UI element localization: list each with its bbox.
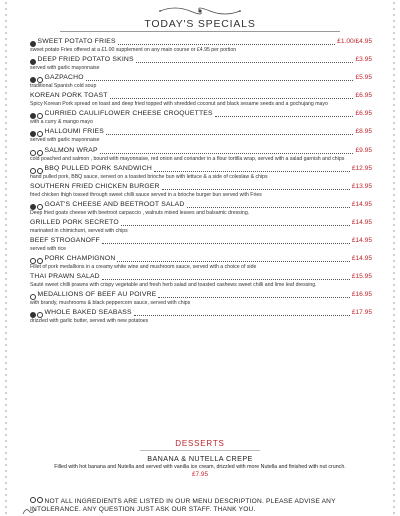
menu-item-price: £15.95 (351, 273, 372, 281)
menu-item-row (30, 218, 372, 228)
menu-item-name: THAI PRAWN SALAD (30, 273, 100, 281)
menu-item (30, 272, 372, 289)
menu-item (30, 37, 372, 54)
menu-item-price: £13.95 (351, 182, 372, 190)
menu-item-price: £12.95 (351, 164, 372, 172)
menu-item-description: hand pulled pork, BBQ sauce, served on a toasted brioche bun with lettuce & a side of coleslaw & chips (30, 173, 268, 180)
dotted-leader (187, 207, 350, 208)
menu-item (30, 164, 372, 181)
spicy-icon (37, 150, 43, 156)
menu-item-name: HALLOUMI FRIES (44, 128, 104, 136)
menu-item (30, 91, 372, 108)
menu-item-price: £9.95 (355, 146, 372, 154)
title-divider (60, 31, 340, 32)
menu-item-name: MEDALLIONS OF BEEF AU POIVRE (37, 291, 157, 299)
dotted-leader (154, 171, 350, 172)
menu-item-price: £5.95 (355, 74, 372, 82)
menu-item-row (30, 236, 372, 246)
menu-item-row (30, 290, 372, 300)
menu-item (30, 109, 372, 126)
menu-item (30, 182, 372, 199)
menu-item-name: SALMON WRAP (44, 146, 98, 154)
desserts-section (0, 439, 400, 478)
menu-item-name: GRILLED PORK SECRETO (30, 218, 119, 226)
dotted-leader (102, 279, 350, 280)
dotted-leader (215, 116, 354, 117)
menu-item-price: £14.95 (351, 255, 372, 263)
dotted-leader (106, 134, 354, 135)
menu-item-name: BBQ PULLED PORK SANDWICH (44, 164, 153, 172)
page-title: TODAY'S SPECIALS (144, 18, 256, 30)
menu-item-row (30, 109, 372, 119)
menu-item-price: £6.95 (355, 92, 372, 100)
menu-item-row (30, 182, 372, 192)
menu-item-description: with a curry & mango mayo (30, 119, 93, 126)
menu-item-row (30, 37, 372, 47)
gluten-free-icon (30, 497, 36, 503)
dotted-leader (134, 315, 350, 316)
dessert-name: BANANA & NUTELLA CREPE (147, 454, 253, 463)
menu-item (30, 290, 372, 307)
dotted-leader (158, 297, 349, 298)
menu-item-description: marinated in chimichurri, served with chips (30, 227, 128, 234)
menu-item-row (30, 254, 372, 264)
menu-item (30, 200, 372, 217)
menu-item-price: £17.95 (351, 309, 372, 317)
menu-item (30, 127, 372, 144)
menu-item-name: GOAT'S CHEESE AND BEETROOT SALAD (44, 200, 185, 208)
allergen-notice (30, 497, 372, 514)
menu-item-row (30, 127, 372, 137)
menu-item-name: SWEET POTATO FRIES (37, 38, 116, 45)
menu-item-description: Deep fried goats cheese with beetroot carpaccio , walnuts mixed leaves and balsamic dressing. (30, 209, 250, 216)
menu-item-name: GAZPACHO (44, 74, 84, 82)
menu-item-description: Spicy Korean Pork spread on toast and deep fried topped with shredded coconut and black sesame seeds and a gochujang mayo (30, 101, 328, 108)
dotted-leader (136, 62, 354, 63)
menu-item (30, 254, 372, 271)
gluten-free-icon (30, 150, 36, 156)
menu-item-name: KOREAN PORK TOAST (30, 92, 108, 100)
diet-icons (30, 204, 43, 210)
menu-item (30, 218, 372, 235)
specials-list (30, 37, 372, 327)
spicy-icon (37, 497, 43, 503)
menu-item-description: with brandy, mushrooms & black peppercorn sauce, served with chips (30, 300, 191, 307)
diet-icons (30, 150, 43, 156)
menu-item-name: WHOLE BAKED SEABASS (44, 309, 132, 317)
dessert-description: Filled with hot banana and Nutella and served with vanilla ice cream, drizzled with more Nutella and finished with nut crunch. (54, 464, 346, 470)
dotted-leader (102, 243, 350, 244)
menu-item-row (30, 91, 372, 101)
brand-logo-icon (22, 507, 36, 515)
menu-item (30, 146, 372, 163)
menu-item (30, 308, 372, 325)
dotted-leader (117, 261, 349, 262)
menu-item-row (30, 73, 372, 83)
menu-item-description: cold poached and salmon , bound with mayonnaise, red onion and coriander in a flour tortilla wrap, served with a salad garnish and chips (30, 155, 345, 162)
menu-item-price: £16.95 (351, 291, 372, 299)
menu-item (30, 73, 372, 90)
dotted-leader (100, 153, 354, 154)
dessert-price: £7.95 (192, 470, 208, 478)
menu-item-row (30, 164, 372, 174)
gluten-free-icon (30, 168, 36, 174)
desserts-divider (140, 450, 260, 451)
dotted-leader (162, 189, 350, 190)
menu-item-price: £14.95 (351, 218, 372, 226)
dotted-leader (110, 98, 354, 99)
dotted-leader (118, 44, 335, 45)
menu-item-price: £14.95 (351, 200, 372, 208)
menu-item-row (30, 146, 372, 156)
allergen-notice-text: NOT ALL INGREDIENTS ARE LISTED IN OUR MENU DESCRIPTION. PLEASE ADVISE ANY INTOLERANCE. ANY QUESTION JUST ASK OUR STAFF. THANK YOU. (30, 498, 336, 514)
flourish-ornament-icon (150, 4, 250, 18)
spicy-icon (37, 168, 43, 174)
menu-item-description: traditional Spanish cold soup (30, 83, 97, 90)
menu-item-row (30, 55, 372, 65)
gluten-free-icon (37, 204, 43, 210)
dotted-leader (121, 225, 350, 226)
menu-item (30, 55, 372, 72)
menu-item-row (30, 200, 372, 210)
menu-item-row (30, 272, 372, 282)
diet-icons (30, 168, 43, 174)
menu-item-price: £8.95 (355, 128, 372, 136)
menu-item-description: served with garlic mayonnaise (30, 65, 100, 72)
menu-item-name: DEEP FRIED POTATO SKINS (37, 56, 134, 64)
menu-item-description: sweet potato Fries offered at a £1.00 supplement on any main course or £4.95 per portion (30, 47, 237, 53)
menu-item-description: served with garlic mayonnaise (30, 137, 100, 144)
menu-item-name: BEEF STROGANOFF (30, 237, 100, 245)
menu-item-name: CURRIED CAULIFLOWER CHEESE CROQUETTES (44, 110, 213, 118)
menu-item-description: Sauté sweet chilli prawns with crispy vegetable and fresh herb salad and toasted cashews sweet chilli and lime leaf dressing. (30, 282, 317, 289)
notice-icons (30, 497, 43, 503)
menu-item-description: Fillet of pork medallions in a creamy white wine and mushroom sauce, served with a choice of side (30, 264, 257, 271)
menu-item-name: PORK CHAMPIGNON (44, 255, 116, 263)
menu-item-description: drizzled with garlic butter, served with new potatoes (30, 318, 149, 325)
menu-item-name: SOUTHERN FRIED CHICKEN BURGER (30, 182, 160, 190)
menu-item-price: £1.00/£4.95 (337, 38, 372, 45)
vegan-icon (30, 204, 36, 210)
menu-item (30, 236, 372, 253)
menu-item-price: £14.95 (351, 237, 372, 245)
menu-item-price: £3.95 (355, 56, 372, 64)
dotted-leader (86, 80, 354, 81)
desserts-heading: DESSERTS (175, 439, 225, 448)
menu-item-price: £6.95 (355, 110, 372, 118)
menu-item-row (30, 308, 372, 318)
menu-item-description: fried chicken thigh tossed through sweet chilli sauce served in a brioche burger bun served with Fries (30, 191, 262, 198)
menu-item-description: served with rice (30, 246, 67, 253)
